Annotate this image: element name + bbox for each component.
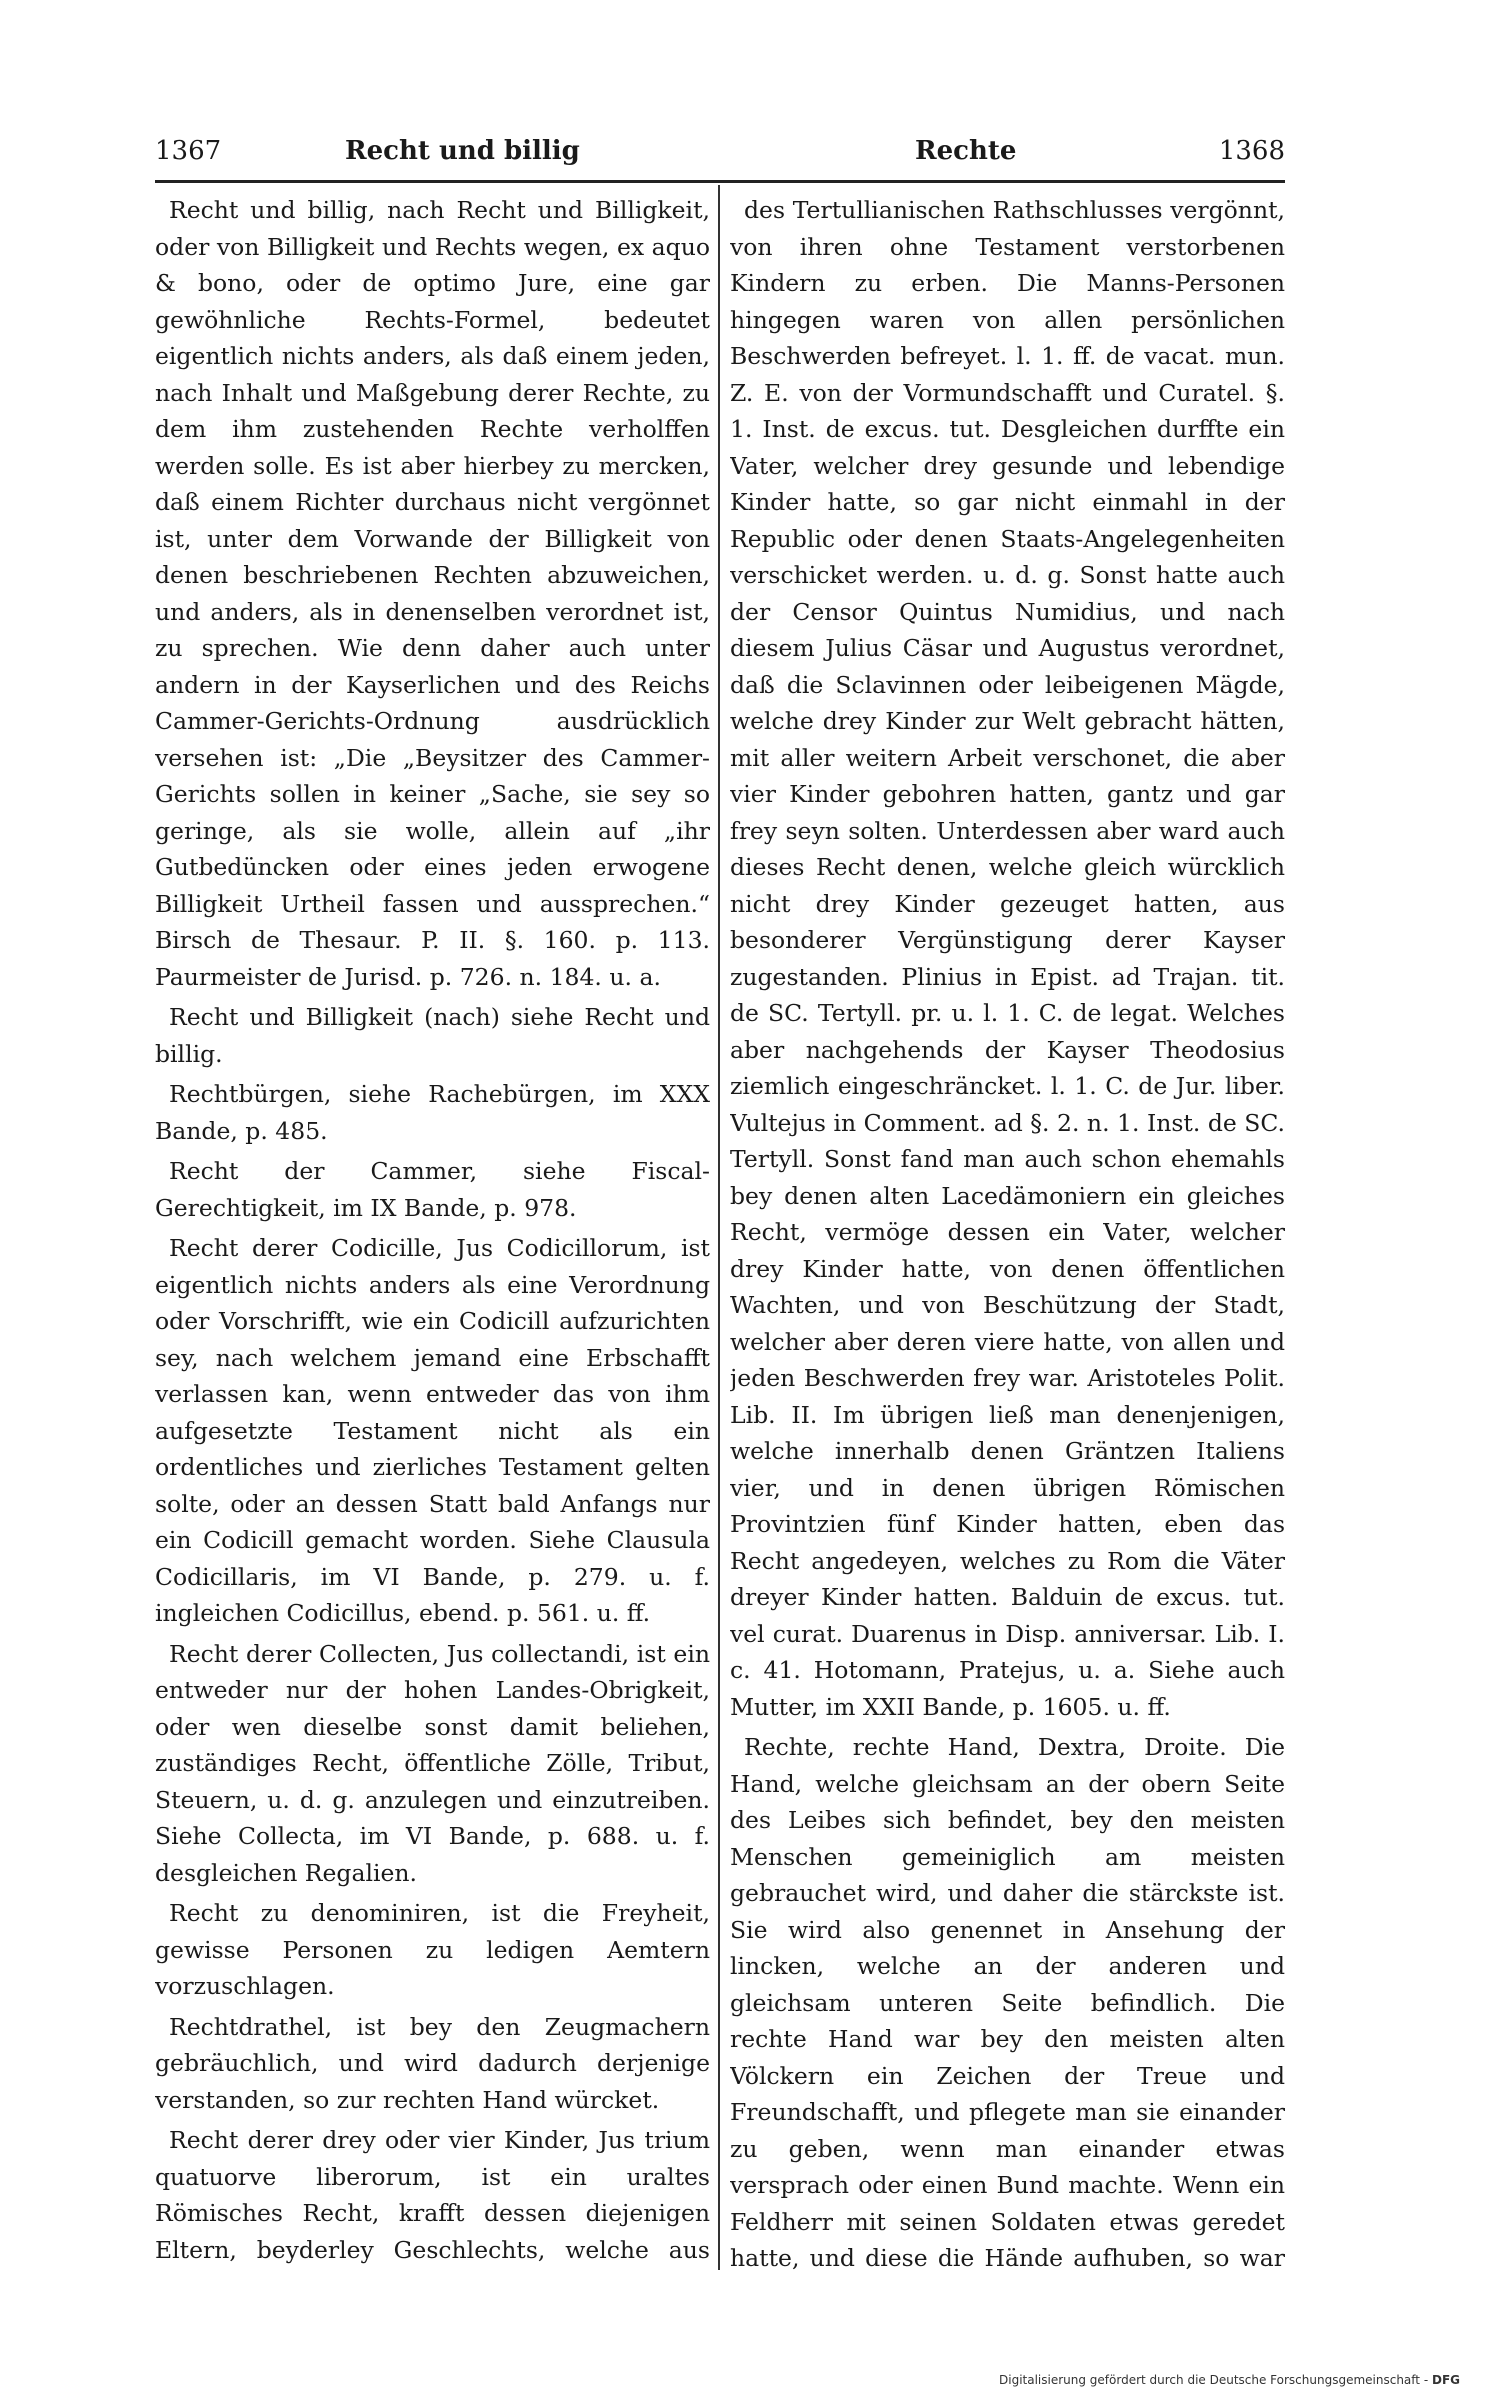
entry-paragraph: des Tertullianischen Rathschlusses vergönnt, von ihren ohne Testament verstorbenen Kindern zu erben. Die Manns-Personen hingegen waren von allen persönlichen Beschwerden befreyet. l. 1. ff. de vacat. mun. Z. E. von der Vormundschafft und Curatel. §. 1. Inst. de excus. tut. Desgleichen durffte ein Vater, welcher drey gesunde und lebendige Kinder hatte, so gar nicht einmahl in der Republic oder denen Staats-Angelegenheiten verschicket werden. u. d. g. Sonst hatte auch der Censor Quintus Numidius, und nach diesem Julius Cäsar und Augustus verordnet, daß die Sclavinnen oder leibeigenen Mägde, welche drey Kinder zur Welt gebracht hätten, mit aller weitern Arbeit verschonet, die aber vier Kinder gebohren hatten, gantz und gar frey seyn solten. Unterdessen aber ward auch dieses Recht denen, welche gleich würcklich nicht drey Kinder gezeuget hatten, aus besonderer Vergünstigung derer Kayser zugestanden. Plinius in Epist. ad Trajan. tit. de SC. Tertyll. pr. u. l. 1. C. de legat. Welches aber nachgehends der Kayser Theodosius ziemlich eingeschräncket. l. 1. C. de Jur. liber. Vultejus in Comment. ad §. 2. n. 1. Inst. de SC. Tertyll. Sonst fand man auch schon ehemahls bey denen alten Lacedämoniern ein gleiches Recht, vermöge dessen ein Vater, welcher drey Kinder hatte, von denen öffentlichen Wachten, und von Beschützung der Stadt, welcher aber deren viere hatte, von allen und jeden Beschwerden frey war. Aristoteles Polit. Lib. II. Im übrigen ließ man denenjenigen, welche innerhalb denen Gräntzen Italiens vier, und in denen übrigen Römischen Provintzien fünf Kinder hatten, eben das Recht angedeyen, welches zu Rom die Väter dreyer Kinder hatten. Balduin de excus. tut. vel curat. Duarenus in Disp. anniversar. Lib. I. c. 41. Hotomann, Pratejus, u. a. Siehe auch Mutter, im XXII Bande, p. 1605. u. ff.: [730, 196, 1285, 1721]
digitization-footer: [999, 2373, 1460, 2387]
entry-paragraph: Recht zu denominiren, ist die Freyheit, gewisse Personen zu ledigen Aemtern vorzuschlagen.: [155, 1899, 710, 2000]
entry-paragraph: Recht derer Collecten, Jus collectandi, ist ein entweder nur der hohen Landes-Obrigkeit, oder wen dieselbe sonst damit beliehen, zuständiges Recht, öffentliche Zölle, Tribut, Steuern, u. d. g. anzulegen und einzutreiben. Siehe Collecta, im VI Bande, p. 688. u. f. desgleichen Regalien.: [155, 1639, 710, 1887]
entry-paragraph: Rechtdrathel, ist bey den Zeugmachern gebräuchlich, und wird dadurch derjenige verstanden, so zur rechten Hand würcket.: [155, 2012, 710, 2114]
dfg-badge: DFG: [1431, 2373, 1460, 2387]
running-head-left: Recht und billig: [345, 136, 580, 166]
column-divider: [718, 185, 720, 2270]
book-page: [155, 130, 1285, 2280]
header-rule: [155, 180, 1285, 183]
footer-text: Digitalisierung gefördert durch die Deutsche Forschungsgemeinschaft -: [999, 2373, 1429, 2387]
left-column: [155, 192, 710, 2272]
page-number-left: 1367: [155, 136, 222, 166]
running-head-right: Rechte: [915, 136, 1017, 166]
page-header: [155, 130, 1285, 170]
entry-paragraph: Rechtbürgen, siehe Rachebürgen, im XXX Bande, p. 485.: [155, 1080, 710, 1145]
right-column: [730, 192, 1285, 2272]
entry-paragraph: Rechte, rechte Hand, Dextra, Droite. Die Hand, welche gleichsam an der obern Seite des Leibes sich befindet, bey den meisten Menschen gemeiniglich am meisten gebrauchet wird, und daher die stärckste ist. Sie wird also genennet in Ansehung der lincken, welche an der anderen und gleichsam unteren Seite befindlich. Die rechte Hand war bey den meisten alten Völckern ein Zeichen der Treue und Freundschafft, und pflegete man sie einander zu geben, wenn man einander etwas versprach oder einen Bund machte. Wenn ein Feldherr mit seinen Soldaten etwas geredet hatte, und diese die Hände aufhuben, so war: [730, 1733, 1285, 2272]
entry-paragraph: Recht derer Codicille, Jus Codicillorum, ist eigentlich nichts anders als eine Verordnung oder Vorschrifft, wie ein Codicill aufzurichten sey, nach welchem jemand eine Erbschafft verlassen kan, wenn entweder das von ihm aufgesetzte Testament nicht als ein ordentliches und zierliches Testament gelten solte, oder an dessen Statt bald Anfangs nur ein Codicill gemacht worden. Siehe Clausula Codicillaris, im VI Bande, p. 279. u. f. ingleichen Codicillus, ebend. p. 561. u. ff.: [155, 1234, 710, 1627]
entry-paragraph: Recht derer drey oder vier Kinder, Jus trium quatuorve liberorum, ist ein uraltes Römisches Recht, krafft dessen diejenigen Eltern, beyderley Geschlechts, welche aus: [155, 2126, 710, 2264]
entry-paragraph: Recht und billig, nach Recht und Billigkeit, oder von Billigkeit und Rechts wegen, ex aquo & bono, oder de optimo Jure, eine gar gewöhnliche Rechts-Formel, bedeutet eigentlich nichts anders, als daß einem jeden, nach Inhalt und Maßgebung derer Rechte, zu dem ihm zustehenden Rechte verholffen werden solle. Es ist aber hierbey zu mercken, daß einem Richter durchaus nicht vergönnet ist, unter dem Vorwande der Billigkeit von denen beschriebenen Rechten abzuweichen, und anders, als in denenselben verordnet ist, zu sprechen. Wie denn daher auch unter andern in der Kayserlichen und des Reichs Cammer-Gerichts-Ordnung ausdrücklich versehen ist: „Die „Beysitzer des Cammer-Gerichts sollen in keiner „Sache, sie sey so geringe, als sie wolle, allein auf „ihr Gutbedüncken oder eines jeden erwogene Billigkeit Urtheil fassen und aussprechen.“ Birsch de Thesaur. P. II. §. 160. p. 113. Paurmeister de Jurisd. p. 726. n. 184. u. a.: [155, 196, 710, 991]
page-number-right: 1368: [1218, 136, 1285, 166]
entry-paragraph: Recht der Cammer, siehe Fiscal-Gerechtigkeit, im IX Bande, p. 978.: [155, 1157, 710, 1222]
entry-paragraph: Recht und Billigkeit (nach) siehe Recht und billig.: [155, 1003, 710, 1068]
